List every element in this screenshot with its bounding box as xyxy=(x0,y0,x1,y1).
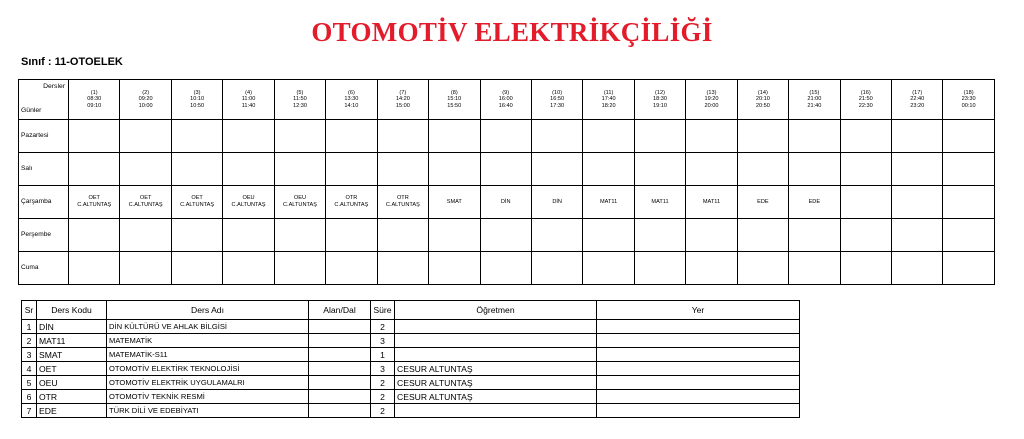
schedule-cell xyxy=(840,252,891,285)
cell-course-code: EDE xyxy=(808,198,821,205)
lesson-name: OTOMOTİV TEKNİK RESMİ xyxy=(107,390,309,404)
slot-header-1 xyxy=(69,80,120,120)
schedule-cell xyxy=(531,120,582,153)
schedule-cell xyxy=(326,120,377,153)
schedule-cell xyxy=(326,252,377,285)
lesson-alan xyxy=(309,334,371,348)
slot-end: 18:20 xyxy=(601,102,616,109)
schedule-cell xyxy=(274,186,325,219)
lesson-row xyxy=(22,362,800,376)
cell-course-code: OET xyxy=(139,195,152,202)
slot-end: 20:50 xyxy=(755,102,770,109)
cell-teacher: C.ALTUNTAŞ xyxy=(77,202,112,208)
lesson-name: OTOMOTİV ELEKTRİK UYGULAMALRI xyxy=(107,376,309,390)
schedule-cell xyxy=(634,219,685,252)
slot-num: (2) xyxy=(142,89,150,96)
page-title: OTOMOTİV ELEKTRİKÇİLİĞİ xyxy=(311,17,713,47)
lesson-row xyxy=(22,390,800,404)
schedule-cell xyxy=(429,219,480,252)
slot-num: (11) xyxy=(603,89,614,96)
schedule-cell xyxy=(377,153,428,186)
slot-start: 16:50 xyxy=(550,96,565,103)
lesson-sure: 2 xyxy=(371,404,395,418)
lessons-col-header: Alan/Dal xyxy=(309,301,371,320)
slot-end: 21:40 xyxy=(807,102,822,109)
slot-end: 12:30 xyxy=(292,102,307,109)
schedule-cell xyxy=(686,120,737,153)
slot-num: (10) xyxy=(552,89,563,96)
schedule-cell xyxy=(120,252,171,285)
schedule-cell xyxy=(789,219,840,252)
cell-course-code: OTR xyxy=(396,195,409,202)
schedule-cell xyxy=(377,219,428,252)
slot-header-9 xyxy=(480,80,531,120)
schedule-cell xyxy=(120,219,171,252)
slot-start: 20:10 xyxy=(755,96,770,103)
schedule-cell xyxy=(634,252,685,285)
schedule-cell xyxy=(737,252,788,285)
day-name: Çarşamba xyxy=(19,186,69,219)
lesson-row xyxy=(22,348,800,362)
schedule-cell xyxy=(120,120,171,153)
schedule-cell xyxy=(737,153,788,186)
schedule-cell xyxy=(223,252,274,285)
slot-end: 20:00 xyxy=(704,102,719,109)
lesson-teacher xyxy=(395,334,597,348)
lessons-col-header: Sr xyxy=(22,301,37,320)
cell-teacher: C.ALTUNTAŞ xyxy=(231,202,266,208)
schedule-cell xyxy=(737,219,788,252)
slot-start: 23:30 xyxy=(961,96,976,103)
day-row xyxy=(19,153,995,186)
slot-end: 16:40 xyxy=(498,102,513,109)
slot-end: 00:10 xyxy=(961,102,976,109)
schedule-cell xyxy=(429,120,480,153)
lesson-teacher: CESUR ALTUNTAŞ xyxy=(395,362,597,376)
lesson-code: DİN xyxy=(37,320,107,334)
slot-header-3 xyxy=(171,80,222,120)
corner-dersler-label: Dersler xyxy=(43,83,65,90)
schedule-cell xyxy=(223,153,274,186)
slot-header-18 xyxy=(943,80,994,120)
schedule-cell xyxy=(892,252,943,285)
day-row xyxy=(19,120,995,153)
lesson-yer xyxy=(597,334,800,348)
schedule-cell xyxy=(686,252,737,285)
lesson-code: SMAT xyxy=(37,348,107,362)
schedule-cell xyxy=(789,153,840,186)
slot-header-12 xyxy=(634,80,685,120)
cell-course-code: DİN xyxy=(552,198,562,205)
schedule-cell xyxy=(171,186,222,219)
slot-num: (15) xyxy=(809,89,820,96)
cell-teacher: C.ALTUNTAŞ xyxy=(334,202,369,208)
day-name: Salı xyxy=(19,153,69,186)
class-label: Sınıf : 11-OTOELEK xyxy=(21,56,123,68)
schedule-cell xyxy=(223,186,274,219)
lesson-yer xyxy=(597,390,800,404)
schedule-cell xyxy=(892,120,943,153)
corner-gunler-label: Günler xyxy=(21,107,42,115)
cell-course-code: SMAT xyxy=(446,198,462,205)
schedule-cell xyxy=(943,186,994,219)
schedule-cell xyxy=(377,252,428,285)
lesson-sure: 3 xyxy=(371,334,395,348)
schedule-cell xyxy=(943,120,994,153)
schedule-cell xyxy=(686,153,737,186)
schedule-cell xyxy=(171,120,222,153)
lesson-sure: 3 xyxy=(371,362,395,376)
lesson-teacher xyxy=(395,348,597,362)
schedule-cell xyxy=(120,153,171,186)
schedule-cell xyxy=(223,120,274,153)
lesson-yer xyxy=(597,348,800,362)
schedule-cell xyxy=(943,219,994,252)
cell-course-code: MAT11 xyxy=(599,198,618,205)
slot-header-13 xyxy=(686,80,737,120)
lesson-alan xyxy=(309,362,371,376)
lessons-col-header: Ders Kodu xyxy=(37,301,107,320)
cell-teacher: C.ALTUNTAŞ xyxy=(128,202,163,208)
schedule-cell xyxy=(789,252,840,285)
schedule-cell xyxy=(686,186,737,219)
slot-start: 11:00 xyxy=(241,96,256,103)
lesson-sure: 2 xyxy=(371,376,395,390)
lesson-sr: 7 xyxy=(22,404,37,418)
schedule-cell xyxy=(737,120,788,153)
slot-num: (4) xyxy=(245,89,252,96)
lesson-alan xyxy=(309,348,371,362)
cell-course-code: OTR xyxy=(345,195,358,202)
schedule-cell xyxy=(583,186,634,219)
lesson-sr: 3 xyxy=(22,348,37,362)
slot-num: (12) xyxy=(655,89,665,96)
lesson-yer xyxy=(597,404,800,418)
slot-start: 21:00 xyxy=(807,96,822,103)
cell-teacher: C.ALTUNTAŞ xyxy=(282,202,317,208)
slot-header-2 xyxy=(120,80,171,120)
schedule-cell xyxy=(840,186,891,219)
lesson-yer xyxy=(597,376,800,390)
slot-header-11 xyxy=(583,80,634,120)
schedule-cell xyxy=(429,252,480,285)
schedule-cell xyxy=(480,153,531,186)
lesson-sure: 2 xyxy=(371,320,395,334)
schedule-cell xyxy=(69,120,120,153)
slot-num: (3) xyxy=(193,89,201,96)
slot-start: 18:30 xyxy=(653,96,668,103)
schedule-cell xyxy=(429,186,480,219)
lessons-table xyxy=(21,300,800,418)
slot-end: 22:30 xyxy=(858,102,873,109)
slot-end: 15:50 xyxy=(447,102,462,109)
slot-num: (1) xyxy=(90,89,98,96)
schedule-cell xyxy=(840,153,891,186)
schedule-cell xyxy=(892,153,943,186)
lesson-row xyxy=(22,404,800,418)
schedule-cell xyxy=(892,219,943,252)
schedule-cell xyxy=(892,186,943,219)
day-row xyxy=(19,219,995,252)
schedule-cell xyxy=(531,153,582,186)
slot-start: 17:40 xyxy=(601,96,616,103)
slot-end: 14:10 xyxy=(344,102,359,109)
schedule-cell xyxy=(69,186,120,219)
slot-num: (13) xyxy=(706,89,717,96)
lessons-col-header: Süre xyxy=(371,301,395,320)
slot-end: 23:20 xyxy=(910,102,925,109)
schedule-cell xyxy=(583,219,634,252)
slot-start: 09:20 xyxy=(138,96,153,103)
slot-header-17 xyxy=(892,80,943,120)
lesson-code: MAT11 xyxy=(37,334,107,348)
slot-num: (17) xyxy=(912,89,923,96)
lesson-sr: 2 xyxy=(22,334,37,348)
slot-num: (7) xyxy=(399,89,407,96)
schedule-cell xyxy=(686,219,737,252)
schedule-cell xyxy=(480,120,531,153)
schedule-cell xyxy=(583,252,634,285)
slot-num: (14) xyxy=(757,89,768,96)
weekly-timetable xyxy=(18,79,995,285)
schedule-cell xyxy=(377,186,428,219)
schedule-cell xyxy=(120,186,171,219)
slot-header-5 xyxy=(274,80,325,120)
slot-end: 09:10 xyxy=(87,102,102,109)
cell-course-code: OET xyxy=(88,195,100,202)
day-name: Perşembe xyxy=(19,219,69,252)
slot-start: 16:00 xyxy=(498,96,513,103)
schedule-cell xyxy=(69,153,120,186)
cell-course-code: OEU xyxy=(293,195,307,202)
slot-end: 15:00 xyxy=(395,102,410,109)
lesson-sure: 1 xyxy=(371,348,395,362)
schedule-cell xyxy=(223,219,274,252)
slot-num: (18) xyxy=(963,89,974,96)
slot-start: 21:50 xyxy=(858,96,873,103)
schedule-cell xyxy=(274,120,325,153)
schedule-cell xyxy=(583,153,634,186)
timetable-header-row xyxy=(19,80,995,120)
lesson-code: OEU xyxy=(37,376,107,390)
slot-start: 11:50 xyxy=(293,96,307,103)
day-row xyxy=(19,186,995,219)
lesson-sr: 6 xyxy=(22,390,37,404)
schedule-cell xyxy=(171,219,222,252)
schedule-cell xyxy=(69,252,120,285)
schedule-cell xyxy=(171,153,222,186)
lesson-alan xyxy=(309,376,371,390)
cell-course-code: MAT11 xyxy=(702,198,721,205)
lessons-header-row xyxy=(22,301,800,320)
lesson-sr: 5 xyxy=(22,376,37,390)
lesson-yer xyxy=(597,320,800,334)
day-name: Pazartesi xyxy=(19,120,69,153)
slot-start: 22:40 xyxy=(910,96,925,103)
lesson-code: OTR xyxy=(37,390,107,404)
lesson-sr: 1 xyxy=(22,320,37,334)
lesson-name: MATEMATİK-S11 xyxy=(107,348,309,362)
slot-start: 15:10 xyxy=(447,96,462,103)
lesson-name: TÜRK DİLİ VE EDEBİYATI xyxy=(107,404,309,418)
lesson-row xyxy=(22,334,800,348)
lesson-sr: 4 xyxy=(22,362,37,376)
cell-course-code: OET xyxy=(191,195,203,202)
slot-header-14 xyxy=(737,80,788,120)
schedule-cell xyxy=(326,186,377,219)
lesson-alan xyxy=(309,404,371,418)
lesson-teacher: CESUR ALTUNTAŞ xyxy=(395,390,597,404)
lesson-alan xyxy=(309,320,371,334)
lesson-alan xyxy=(309,390,371,404)
schedule-cell xyxy=(480,252,531,285)
slot-header-16 xyxy=(840,80,891,120)
schedule-cell xyxy=(429,153,480,186)
lesson-code: OET xyxy=(37,362,107,376)
schedule-cell xyxy=(840,219,891,252)
cell-course-code: DİN xyxy=(500,198,511,205)
schedule-cell xyxy=(480,186,531,219)
schedule-cell xyxy=(326,153,377,186)
schedule-cell xyxy=(634,186,685,219)
slot-start: 10:10 xyxy=(190,96,205,103)
schedule-cell xyxy=(69,219,120,252)
slot-end: 10:50 xyxy=(190,102,205,109)
schedule-cell xyxy=(737,186,788,219)
slot-num: (8) xyxy=(450,89,458,96)
schedule-cell xyxy=(531,219,582,252)
day-name: Cuma xyxy=(19,252,69,285)
lessons-col-header: Yer xyxy=(597,301,800,320)
slot-start: 08:30 xyxy=(87,96,102,103)
slot-end: 11:40 xyxy=(241,102,256,109)
schedule-cell xyxy=(943,252,994,285)
schedule-cell xyxy=(531,186,582,219)
slot-header-6 xyxy=(326,80,377,120)
slot-num: (6) xyxy=(347,89,355,96)
schedule-cell xyxy=(171,252,222,285)
slot-header-10 xyxy=(531,80,582,120)
slot-end: 19:10 xyxy=(653,102,668,109)
slot-header-8 xyxy=(429,80,480,120)
slot-header-7 xyxy=(377,80,428,120)
slot-end: 10:00 xyxy=(138,102,153,109)
lesson-teacher xyxy=(395,404,597,418)
lesson-name: MATEMATİK xyxy=(107,334,309,348)
schedule-cell xyxy=(789,120,840,153)
schedule-cell xyxy=(634,120,685,153)
lesson-yer xyxy=(597,362,800,376)
slot-start: 14:20 xyxy=(395,96,410,103)
schedule-cell xyxy=(480,219,531,252)
schedule-cell xyxy=(583,120,634,153)
schedule-cell xyxy=(840,120,891,153)
lesson-name: DİN KÜLTÜRÜ VE AHLAK BİLGİSİ xyxy=(107,320,309,334)
lesson-name: OTOMOTİV ELEKTİRK TEKNOLOJİSİ xyxy=(107,362,309,376)
cell-teacher: C.ALTUNTAŞ xyxy=(385,202,420,208)
day-row xyxy=(19,252,995,285)
slot-start: 19:20 xyxy=(704,96,719,103)
schedule-cell xyxy=(326,219,377,252)
lesson-teacher: CESUR ALTUNTAŞ xyxy=(395,376,597,390)
cell-course-code: EDE xyxy=(757,198,769,205)
schedule-cell xyxy=(789,186,840,219)
lessons-col-header: Ders Adı xyxy=(107,301,309,320)
schedule-cell xyxy=(634,153,685,186)
cell-course-code: OEU xyxy=(242,195,255,202)
lesson-row xyxy=(22,376,800,390)
schedule-cell xyxy=(274,153,325,186)
slot-num: (9) xyxy=(502,89,510,96)
slot-header-15 xyxy=(789,80,840,120)
lesson-row xyxy=(22,320,800,334)
cell-course-code: MAT11 xyxy=(651,198,669,205)
lesson-sure: 2 xyxy=(371,390,395,404)
slot-num: (5) xyxy=(296,89,304,96)
lessons-col-header: Öğretmen xyxy=(395,301,597,320)
slot-start: 13:30 xyxy=(344,96,359,103)
slot-header-4 xyxy=(223,80,274,120)
slot-num: (16) xyxy=(860,89,871,96)
lesson-code: EDE xyxy=(37,404,107,418)
slot-end: 17:30 xyxy=(550,102,565,109)
cell-teacher: C.ALTUNTAŞ xyxy=(180,202,215,208)
lesson-teacher xyxy=(395,320,597,334)
schedule-cell xyxy=(274,252,325,285)
schedule-cell xyxy=(943,153,994,186)
schedule-cell xyxy=(531,252,582,285)
schedule-cell xyxy=(377,120,428,153)
schedule-cell xyxy=(274,219,325,252)
timetable-corner-cell xyxy=(19,80,69,120)
